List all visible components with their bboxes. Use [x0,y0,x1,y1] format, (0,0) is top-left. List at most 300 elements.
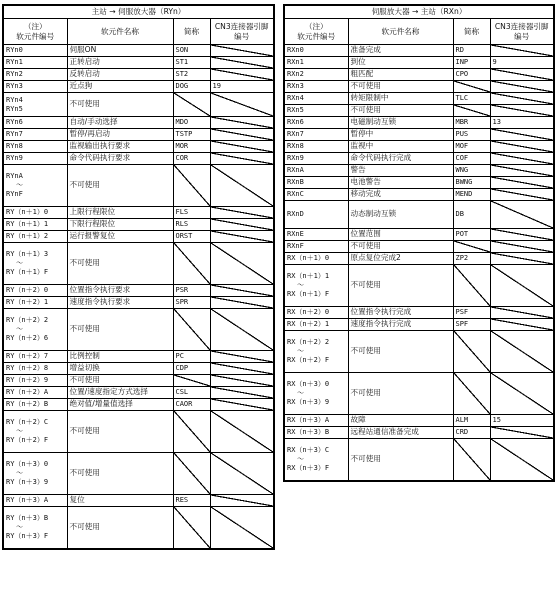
table-row [3,375,274,387]
cn3-pin-cell [490,373,554,415]
device-number: RYnA [6,172,23,181]
device-number-cell [3,231,67,243]
device-number: RX（n＋1）0 [287,254,330,263]
device-number: RYn1 [6,58,23,67]
device-name-cell: 绝对值/增量值选择 [67,399,173,411]
table-row [284,253,554,265]
device-number-cell [3,117,67,129]
abbreviation-cell: WNG [453,165,490,177]
abbreviation-cell: SPR [173,297,210,309]
cn3-pin-cell [210,411,274,453]
device-name-cell: 近点狗 [67,81,173,93]
device-number-cell [3,57,67,69]
device-number: RXnE [287,230,304,239]
table-row [284,81,554,93]
device-name-cell: 不可使用 [348,105,453,117]
device-number-cell [3,45,67,57]
abbreviation-cell: DOG [173,81,210,93]
range-tilde: ～ [16,259,23,268]
device-number: RXn6 [287,118,304,127]
device-number-cell [284,373,348,415]
device-name-cell: 位置/速度指定方式选择 [67,387,173,399]
table-row [3,93,274,117]
cn3-pin-cell [490,69,554,81]
abbreviation-cell [453,81,490,93]
abbreviation-cell [173,453,210,495]
cn3-pin-cell [210,141,274,153]
table-row [3,309,274,351]
device-name-cell: 不可使用 [348,439,453,481]
device-number: RY（n＋2）6 [6,333,49,342]
abbreviation-cell: MOF [453,141,490,153]
device-name-cell: 监视输出执行要求 [67,141,173,153]
table-row [284,153,554,165]
abbreviation-cell: PSR [173,285,210,297]
cn3-pin-cell [490,253,554,265]
abbreviation-cell: ZP2 [453,253,490,265]
table-row [284,241,554,253]
device-name-cell: 粗匹配 [348,69,453,81]
abbreviation-cell [173,507,210,549]
cn3-pin-cell [210,93,274,117]
device-number: RYn3 [6,82,23,91]
table-row [3,141,274,153]
cn3-pin-cell [490,45,554,57]
device-name-cell: 正转启动 [67,57,173,69]
cn3-pin-cell [490,189,554,201]
rx-signal-table [283,4,555,482]
device-number: RYn7 [6,130,23,139]
table-row [284,415,554,427]
device-name-cell: 不可使用 [67,165,173,207]
device-name-cell: 转矩限制中 [348,93,453,105]
table-row [284,177,554,189]
cn3-pin-cell [490,141,554,153]
table-row [284,229,554,241]
abbreviation-cell [453,105,490,117]
device-name-cell: 不可使用 [67,507,173,549]
device-name-cell: 不可使用 [348,241,453,253]
device-number-cell [3,129,67,141]
device-number-cell [284,105,348,117]
device-number-cell [3,165,67,207]
device-name-cell: 位置指令执行要求 [67,285,173,297]
device-name-cell: 下限行程限位 [67,219,173,231]
table-row [3,153,274,165]
cn3-pin-cell [490,331,554,373]
device-number: RXn2 [287,70,304,79]
device-number: RY（n＋2）A [6,388,49,397]
device-number: RY（n＋2）8 [6,364,49,373]
device-number-cell [284,265,348,307]
device-number: RY（n＋2）1 [6,298,49,307]
device-number-cell [3,399,67,411]
table-row [284,117,554,129]
abbreviation-cell [173,309,210,351]
device-number-cell [3,351,67,363]
table-row [284,69,554,81]
device-name-cell: 不可使用 [67,375,173,387]
table-row [284,141,554,153]
device-number-cell [284,415,348,427]
table-row [3,57,274,69]
abbreviation-cell [173,243,210,285]
table-row [3,69,274,81]
cn3-pin-cell [210,207,274,219]
cn3-pin-cell [490,129,554,141]
table-title: 主站 → 伺服放大器（RYn） [3,5,274,19]
device-number: RXnD [287,210,304,219]
device-name-header: 软元件名称 [67,19,173,45]
table-row [3,231,274,243]
abbreviation-cell: CSL [173,387,210,399]
cn3-pin-cell [490,241,554,253]
device-number-cell [3,153,67,165]
cn3-pin-cell [490,153,554,165]
cn3-pin-cell [210,297,274,309]
cn3-pin-header: CN3连接器引脚编号 [490,19,554,45]
table-row [3,507,274,549]
device-number: RYn6 [6,118,23,127]
device-number-cell [3,93,67,117]
abbreviation-cell: COF [453,153,490,165]
table-row [3,117,274,129]
abbreviation-cell [453,265,490,307]
cn3-pin-cell [210,399,274,411]
device-number: RX（n＋3）C [287,446,330,455]
device-name-cell: 不可使用 [67,93,173,117]
abbreviation-cell: PC [173,351,210,363]
device-number: RXn8 [287,142,304,151]
table-row [284,105,554,117]
abbreviation-cell [453,373,490,415]
range-tilde: ～ [16,427,23,436]
abbreviation-cell: PSF [453,307,490,319]
abbreviation-cell: INP [453,57,490,69]
device-name-cell: 反转启动 [67,69,173,81]
range-tilde: ～ [297,389,304,398]
table-row [284,45,554,57]
device-number: RX（n＋2）1 [287,320,330,329]
device-number: RY（n＋3）A [6,496,49,505]
cn3-pin-cell [210,165,274,207]
abbreviation-cell: RD [453,45,490,57]
cn3-pin-cell [490,93,554,105]
abbreviation-cell [173,411,210,453]
abbreviation-cell [453,241,490,253]
device-number: RXn0 [287,46,304,55]
table-row [284,57,554,69]
device-number-cell [284,129,348,141]
abbreviation-cell: SPF [453,319,490,331]
abbreviation-cell: RES [173,495,210,507]
device-name-cell: 命令代码执行完成 [348,153,453,165]
device-number: RX（n＋3）0 [287,380,330,389]
abbreviation-cell: SON [173,45,210,57]
cn3-pin-cell [210,351,274,363]
device-number-cell [3,141,67,153]
device-number-cell [284,141,348,153]
device-name-cell: 远程站通信准备完成 [348,427,453,439]
abbreviation-cell: DB [453,201,490,229]
cn3-pin-cell [210,129,274,141]
device-name-cell: 警告 [348,165,453,177]
device-number-cell [284,81,348,93]
device-number: RX（n＋2）2 [287,338,330,347]
cn3-pin-cell [210,309,274,351]
device-number: RXnC [287,190,304,199]
device-number: RY（n＋1）0 [6,208,49,217]
table-row [284,129,554,141]
device-number: RXn7 [287,130,304,139]
abbreviation-cell: TLC [453,93,490,105]
device-number: RY（n＋1）3 [6,250,49,259]
device-number-cell [3,375,67,387]
cn3-pin-cell [210,57,274,69]
device-number: RYn5 [6,104,23,113]
device-name-cell: 不可使用 [67,453,173,495]
cn3-pin-cell [210,243,274,285]
table-row [3,351,274,363]
table-row [3,207,274,219]
table-row [3,453,274,495]
table-row [3,81,274,93]
rx-rows [284,45,554,481]
device-number-cell [284,45,348,57]
device-number: RXnA [287,166,304,175]
device-name-cell: 电磁制动互锁 [348,117,453,129]
device-name-cell: 不可使用 [348,265,453,307]
abbreviation-cell: POT [453,229,490,241]
device-number-cell [3,387,67,399]
device-name-cell: 命令代码执行要求 [67,153,173,165]
abbreviation-cell: BWNG [453,177,490,189]
abbreviation-cell: CRD [453,427,490,439]
device-name-cell: 速度指令执行要求 [67,297,173,309]
range-tilde: ～ [16,522,23,531]
device-number-cell [284,117,348,129]
device-number: RX（n＋2）0 [287,308,330,317]
device-name-cell: 电池警告 [348,177,453,189]
table-row [3,411,274,453]
device-name-cell: 不可使用 [348,81,453,93]
device-name-cell: 不可使用 [67,309,173,351]
range-tilde: ～ [16,469,23,478]
device-number-cell [284,427,348,439]
device-number-cell [284,319,348,331]
device-number-cell [284,253,348,265]
device-number: RYn9 [6,154,23,163]
table-row [3,129,274,141]
table-row [3,399,274,411]
device-number-cell [284,241,348,253]
device-number-label: 软元件编号 [297,31,336,41]
device-number-cell [284,165,348,177]
cn3-pin-cell [210,453,274,495]
cn3-pin-cell [490,105,554,117]
cn3-pin-cell: 15 [490,415,554,427]
device-number-cell [3,219,67,231]
range-tilde: ～ [297,281,304,290]
table-row [284,373,554,415]
cn3-pin-cell: 13 [490,117,554,129]
device-number-cell [284,69,348,81]
cn3-pin-cell [210,495,274,507]
device-number-cell [3,453,67,495]
device-number: RX（n＋1）F [287,289,330,298]
table-row [284,427,554,439]
cn3-pin-cell [210,69,274,81]
table-title: 伺服放大器 → 主站（RXn） [284,5,554,19]
cn3-pin-cell: 19 [210,81,274,93]
table-row [284,201,554,229]
device-number: RX（n＋2）F [287,355,330,364]
table-row [284,165,554,177]
device-number: RXnF [287,242,304,251]
device-number: RX（n＋3）A [287,416,330,425]
table-row [284,331,554,373]
device-number: RXn5 [287,106,304,115]
cn3-pin-cell [490,229,554,241]
cn3-pin-cell [490,319,554,331]
device-name-cell: 速度指令执行完成 [348,319,453,331]
device-name-cell: 复位 [67,495,173,507]
device-number-header [3,19,67,45]
abbreviation-cell: MOR [173,141,210,153]
abbreviation-cell: RLS [173,219,210,231]
range-tilde: ～ [297,347,304,356]
table-row [3,165,274,207]
cn3-pin-cell [490,307,554,319]
device-number-cell [3,81,67,93]
ry-signal-table [2,4,275,550]
device-number: RXn4 [287,94,304,103]
abbreviation-cell: MEND [453,189,490,201]
abbreviation-cell [453,331,490,373]
table-row [3,297,274,309]
abbreviation-cell: MDO [173,117,210,129]
table-row [3,285,274,297]
device-number: RXn3 [287,82,304,91]
device-number-cell [284,331,348,373]
device-number: RY（n＋1）F [6,267,49,276]
device-number-cell [284,439,348,481]
cn3-pin-cell [210,45,274,57]
device-name-cell: 暂停/再启动 [67,129,173,141]
device-name-cell: 移动完成 [348,189,453,201]
cn3-pin-cell: 9 [490,57,554,69]
device-name-cell: 监视中 [348,141,453,153]
device-name-cell: 不可使用 [67,411,173,453]
range-tilde: ～ [16,325,23,334]
device-number: RY（n＋1）1 [6,220,49,229]
device-name-cell: 增益切换 [67,363,173,375]
device-name-cell: 上限行程限位 [67,207,173,219]
cn3-pin-cell [210,507,274,549]
cn3-pin-cell [490,81,554,93]
device-number: RX（n＋3）B [287,428,330,437]
device-name-cell: 不可使用 [348,373,453,415]
abbreviation-cell: ORST [173,231,210,243]
table-row [3,219,274,231]
device-number: RY（n＋3）9 [6,477,49,486]
device-name-cell: 不可使用 [67,243,173,285]
device-number-cell [284,201,348,229]
device-number-cell [284,153,348,165]
device-name-cell: 位置范围 [348,229,453,241]
table-row [3,387,274,399]
device-number: RY（n＋3）B [6,514,49,523]
device-number-cell [284,93,348,105]
device-number: RYn0 [6,46,23,55]
abbreviation-cell [173,93,210,117]
table-row [3,363,274,375]
cn3-pin-cell [210,285,274,297]
device-name-cell: 比例控制 [67,351,173,363]
device-number: RXnB [287,178,304,187]
device-number: RY（n＋2）7 [6,352,49,361]
device-number-cell [3,309,67,351]
device-number: RX（n＋1）1 [287,272,330,281]
range-tilde: ～ [297,454,304,463]
device-name-cell: 暂停中 [348,129,453,141]
table-row [284,439,554,481]
device-number-cell [3,69,67,81]
cn3-pin-cell [210,363,274,375]
device-number-label: 软元件编号 [16,31,55,41]
table-row [3,495,274,507]
device-number: RYn8 [6,142,23,151]
device-number: RY（n＋1）2 [6,232,49,241]
device-number: RY（n＋2）B [6,400,49,409]
device-number-cell [284,177,348,189]
device-number: RY（n＋3）0 [6,460,49,469]
table-row [3,45,274,57]
device-number: RYnF [6,189,23,198]
cn3-pin-cell [490,427,554,439]
note-label: （注） [304,22,328,32]
cn3-pin-header: CN3连接器引脚编号 [210,19,274,45]
abbreviation-header: 简称 [173,19,210,45]
abbreviation-cell: MBR [453,117,490,129]
abbreviation-cell: FLS [173,207,210,219]
device-number: RY（n＋2）2 [6,316,49,325]
device-number-cell [3,507,67,549]
device-number: RY（n＋2）C [6,418,49,427]
abbreviation-cell [173,165,210,207]
table-row [284,319,554,331]
device-number-cell [284,189,348,201]
device-number-cell [3,297,67,309]
device-name-cell: 动态制动互锁 [348,201,453,229]
device-name-cell: 自动/手动选择 [67,117,173,129]
abbreviation-cell: ST1 [173,57,210,69]
cn3-pin-cell [210,231,274,243]
device-name-cell: 位置指令执行完成 [348,307,453,319]
abbreviation-cell: PUS [453,129,490,141]
device-name-cell: 运行报警复位 [67,231,173,243]
abbreviation-cell: TSTP [173,129,210,141]
device-number-cell [3,243,67,285]
range-tilde: ～ [16,181,23,190]
device-number-cell [3,363,67,375]
cn3-pin-cell [210,153,274,165]
device-number-cell [3,207,67,219]
device-name-cell: 原点复位完成2 [348,253,453,265]
table-row [284,93,554,105]
device-name-cell: 伺服ON [67,45,173,57]
device-number: RYn4 [6,95,23,104]
